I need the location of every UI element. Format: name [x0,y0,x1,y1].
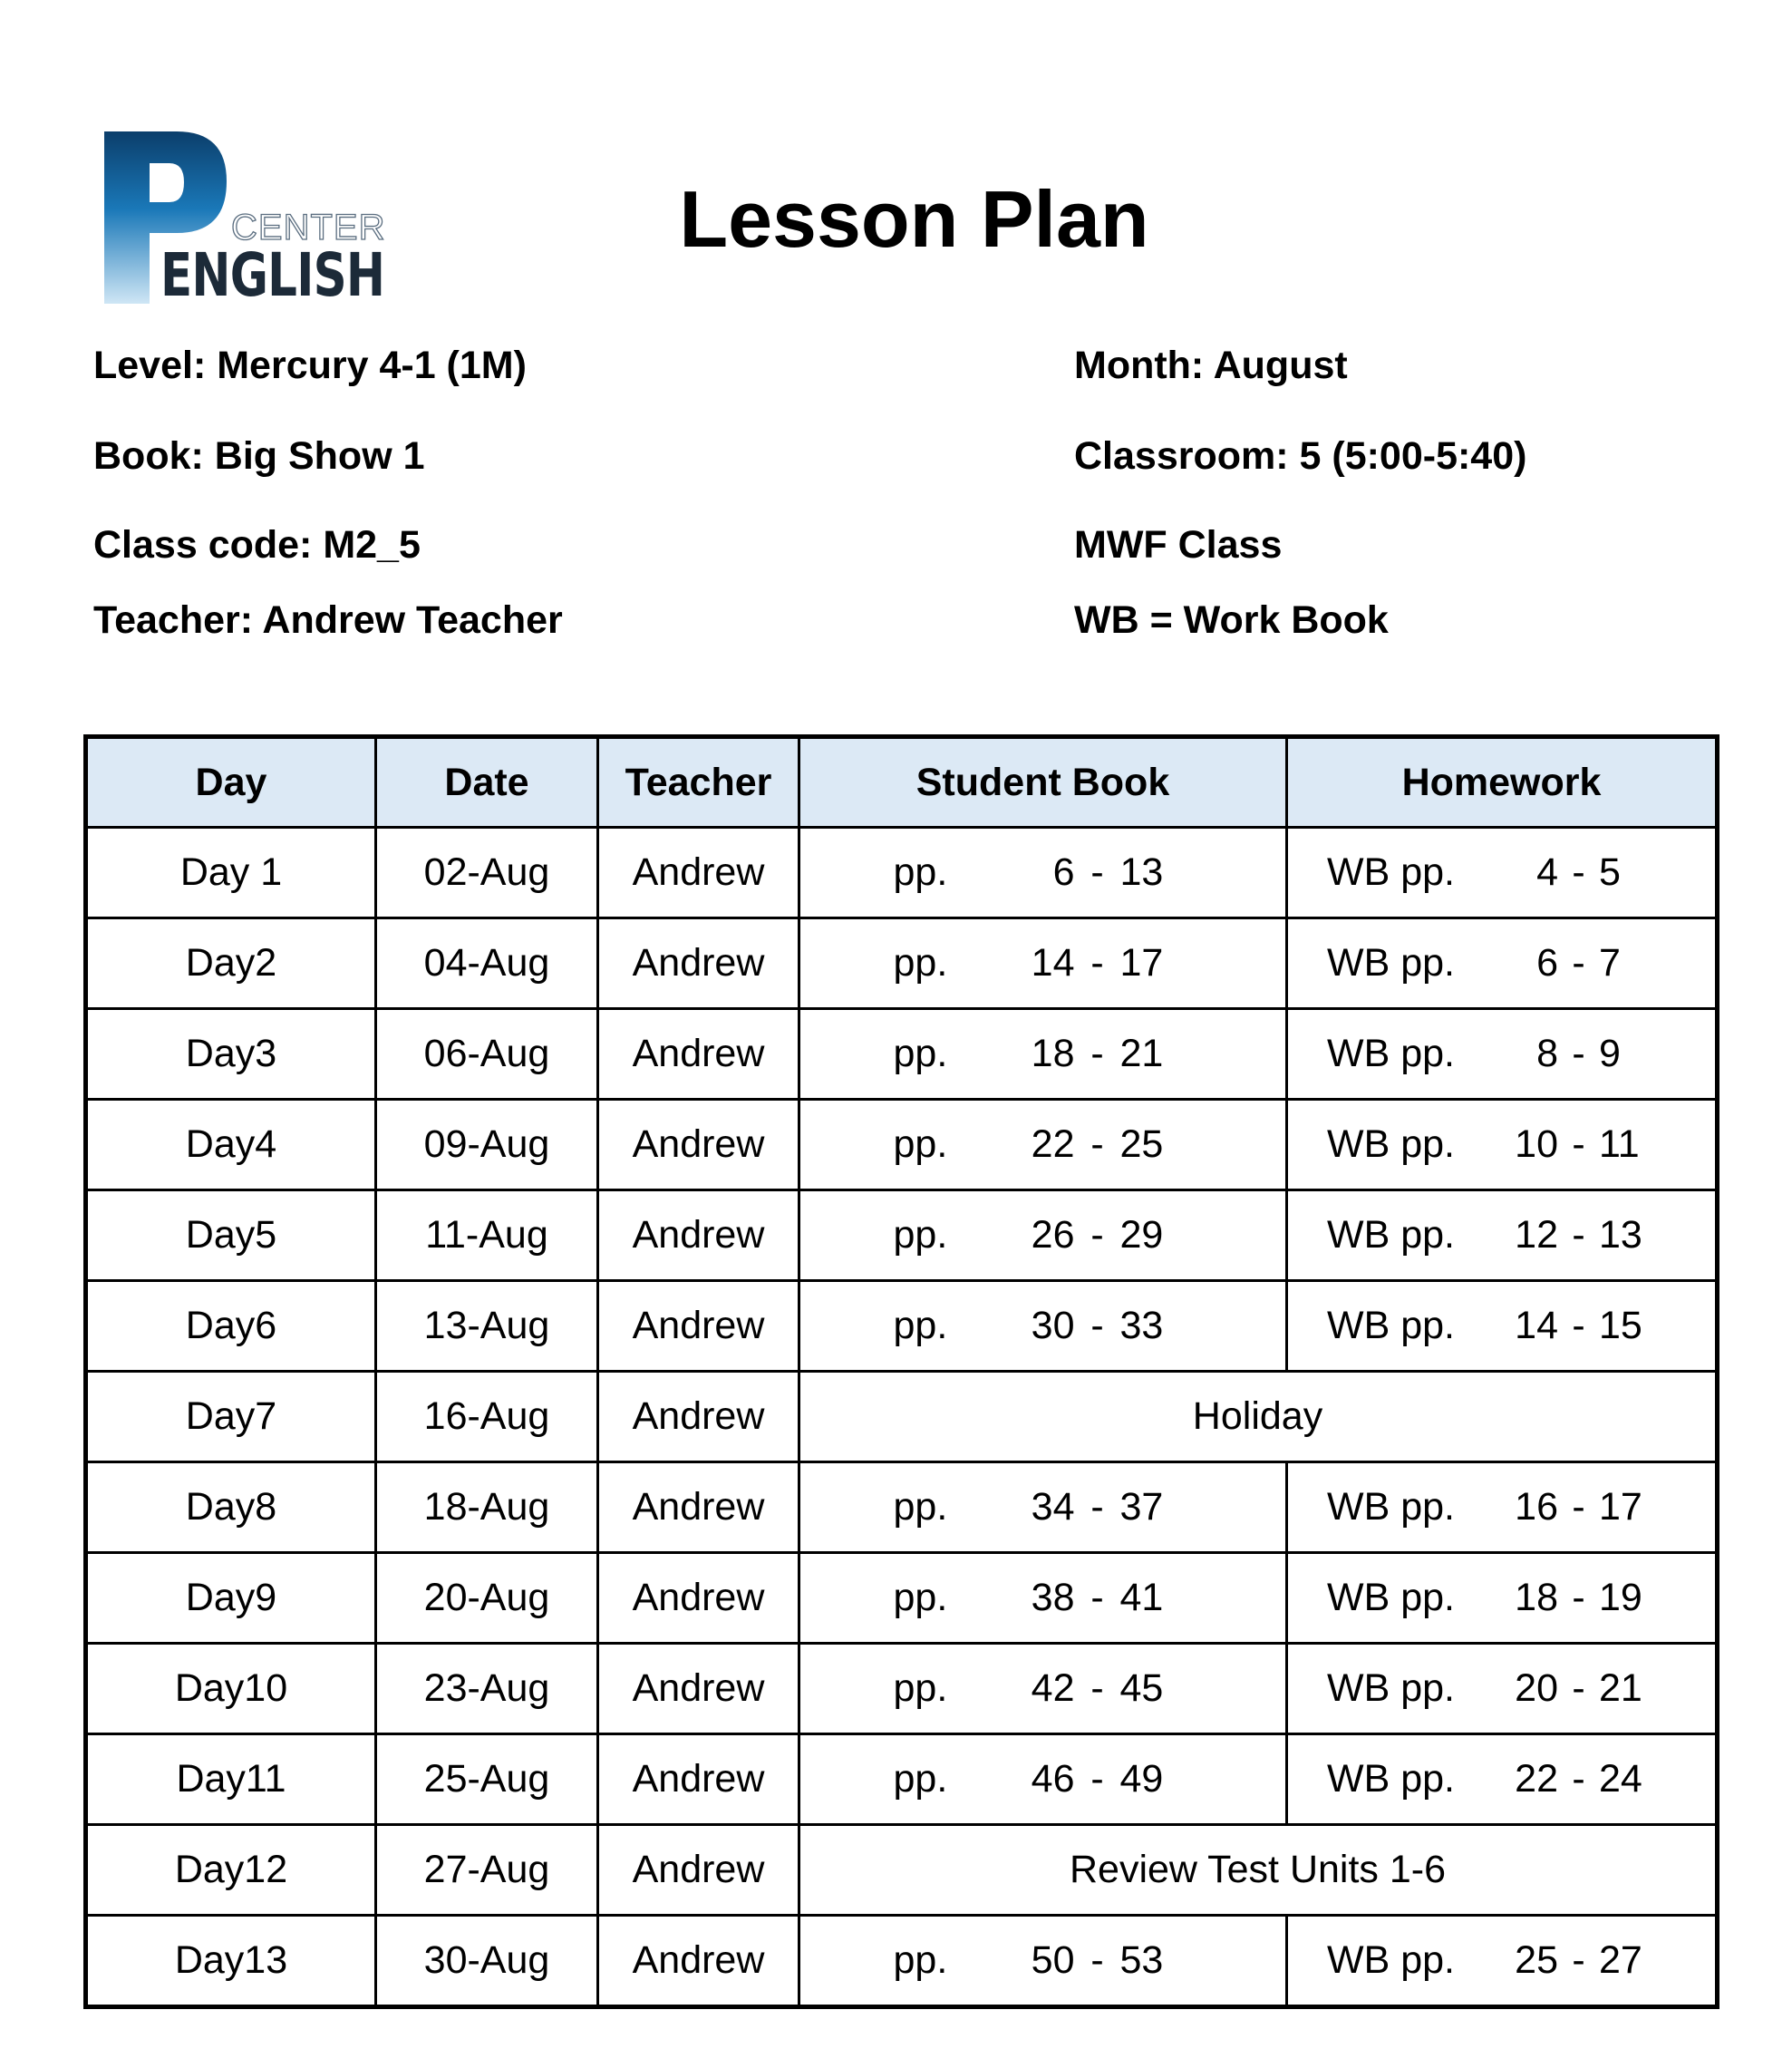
homework-page-from: 16 [1515,1485,1558,1529]
student-book-page-from: 6 [1052,850,1075,894]
day-cell: Day13 [86,1916,376,2007]
page-range-dash: - [1090,1666,1104,1710]
student-book-pp-label: pp. [893,1938,948,1982]
student-book-page-to: 21 [1119,1032,1164,1075]
homework-page-to: 5 [1599,850,1621,894]
homework-pp-label: WB pp. [1327,1122,1455,1166]
homework-cell [1287,828,1718,918]
homework-page-to: 27 [1599,1938,1642,1982]
student-book-cell [799,828,1287,918]
teacher-cell: Andrew [598,828,799,918]
student-book-cell [799,1100,1287,1190]
student-book-cell [799,1644,1287,1734]
day-cell: Day10 [86,1644,376,1734]
homework-cell [1287,1190,1718,1281]
homework-page-from: 8 [1536,1032,1558,1075]
page-range-dash: - [1090,1485,1104,1529]
homework-cell [1287,1281,1718,1372]
page-range-dash: - [1090,1122,1104,1166]
homework-page-to: 9 [1599,1032,1621,1075]
student-book-page-from: 22 [1031,1122,1075,1166]
abbreviation-info: WB = Work Book [1074,598,1389,642]
homework-page-from: 20 [1515,1666,1558,1710]
page-range-dash: - [1572,1666,1585,1710]
header-date: Date [376,737,598,828]
student-book-pp-label: pp. [893,1485,948,1529]
homework-cell [1287,1644,1718,1734]
student-book-page-to: 53 [1119,1938,1164,1982]
page-range-dash: - [1572,1938,1585,1982]
table-row [86,1553,1718,1644]
homework-page-from: 12 [1515,1213,1558,1257]
page-range-dash: - [1572,1304,1585,1347]
homework-page-to: 19 [1599,1576,1642,1619]
homework-pp-label: WB pp. [1327,1576,1455,1619]
homework-page-to: 15 [1599,1304,1642,1347]
student-book-pp-label: pp. [893,850,948,894]
logo-english-text: ENGLISH [160,240,385,310]
homework-cell [1287,1100,1718,1190]
class-code-info: Class code: M2_5 [93,523,421,567]
student-book-page-from: 38 [1031,1576,1075,1619]
page-range-dash: - [1090,1213,1104,1257]
homework-page-to: 21 [1599,1666,1642,1710]
homework-page-from: 10 [1515,1122,1558,1166]
student-book-page-to: 17 [1119,941,1164,985]
date-cell: 04-Aug [376,918,598,1009]
student-book-cell [799,1462,1287,1553]
table-body [86,828,1718,2007]
homework-page-from: 4 [1536,850,1558,894]
homework-pp-label: WB pp. [1327,850,1455,894]
teacher-cell: Andrew [598,918,799,1009]
homework-page-to: 13 [1599,1213,1642,1257]
student-book-cell [799,1281,1287,1372]
student-book-page-to: 33 [1119,1304,1164,1347]
page-range-dash: - [1090,1032,1104,1075]
page-range-dash: - [1090,1304,1104,1347]
table-row [86,828,1718,918]
teacher-cell: Andrew [598,1644,799,1734]
level-info: Level: Mercury 4-1 (1M) [93,344,527,387]
student-book-cell [799,1916,1287,2007]
day-cell: Day11 [86,1734,376,1825]
page-range-dash: - [1572,1576,1585,1619]
date-cell: 06-Aug [376,1009,598,1100]
page-range-dash: - [1090,1938,1104,1982]
student-book-page-from: 42 [1031,1666,1075,1710]
table-row [86,1462,1718,1553]
merged-note-cell: Holiday [799,1372,1718,1462]
homework-pp-label: WB pp. [1327,1485,1455,1529]
homework-pp-label: WB pp. [1327,1213,1455,1257]
homework-page-to: 24 [1599,1757,1642,1801]
student-book-pp-label: pp. [893,1032,948,1075]
header-day: Day [86,737,376,828]
header-teacher: Teacher [598,737,799,828]
table-row [86,1281,1718,1372]
table-row [86,1644,1718,1734]
student-book-page-from: 50 [1031,1938,1075,1982]
table-row [86,1190,1718,1281]
table-row [86,1009,1718,1100]
homework-pp-label: WB pp. [1327,1938,1455,1982]
table-header-row [86,737,1718,828]
student-book-page-from: 34 [1031,1485,1075,1529]
header-student-book: Student Book [799,737,1287,828]
table-row [86,1916,1718,2007]
day-cell: Day6 [86,1281,376,1372]
table-row [86,1372,1718,1462]
table-row [86,1100,1718,1190]
table-row [86,918,1718,1009]
page-range-dash: - [1090,1757,1104,1801]
date-cell: 20-Aug [376,1553,598,1644]
homework-page-from: 6 [1536,941,1558,985]
homework-cell [1287,1553,1718,1644]
teacher-cell: Andrew [598,1372,799,1462]
student-book-page-to: 13 [1119,850,1164,894]
student-book-cell [799,1190,1287,1281]
homework-page-from: 18 [1515,1576,1558,1619]
homework-pp-label: WB pp. [1327,1032,1455,1075]
student-book-cell [799,1009,1287,1100]
day-cell: Day4 [86,1100,376,1190]
page-range-dash: - [1572,1122,1585,1166]
date-cell: 09-Aug [376,1100,598,1190]
homework-cell [1287,1734,1718,1825]
page-range-dash: - [1090,1576,1104,1619]
teacher-cell: Andrew [598,1190,799,1281]
student-book-page-to: 37 [1119,1485,1164,1529]
homework-pp-label: WB pp. [1327,941,1455,985]
student-book-pp-label: pp. [893,1122,948,1166]
date-cell: 25-Aug [376,1734,598,1825]
student-book-page-from: 14 [1031,941,1075,985]
student-book-page-to: 49 [1119,1757,1164,1801]
homework-cell [1287,1462,1718,1553]
teacher-cell: Andrew [598,1553,799,1644]
day-cell: Day12 [86,1825,376,1916]
date-cell: 27-Aug [376,1825,598,1916]
teacher-info: Teacher: Andrew Teacher [93,598,563,642]
homework-pp-label: WB pp. [1327,1304,1455,1347]
teacher-cell: Andrew [598,1009,799,1100]
homework-page-from: 25 [1515,1938,1558,1982]
day-cell: Day7 [86,1372,376,1462]
homework-page-from: 14 [1515,1304,1558,1347]
homework-cell [1287,1009,1718,1100]
student-book-cell [799,918,1287,1009]
classroom-info: Classroom: 5 (5:00-5:40) [1074,434,1527,478]
homework-cell [1287,1916,1718,2007]
date-cell: 30-Aug [376,1916,598,2007]
day-cell: Day2 [86,918,376,1009]
day-cell: Day5 [86,1190,376,1281]
student-book-page-from: 18 [1031,1032,1075,1075]
header-homework: Homework [1287,737,1718,828]
student-book-page-from: 26 [1031,1213,1075,1257]
day-cell: Day9 [86,1553,376,1644]
schedule-info: MWF Class [1074,523,1283,567]
page-range-dash: - [1572,1485,1585,1529]
page-range-dash: - [1090,850,1104,894]
teacher-cell: Andrew [598,1281,799,1372]
student-book-page-to: 29 [1119,1213,1164,1257]
book-info: Book: Big Show 1 [93,434,425,478]
student-book-pp-label: pp. [893,941,948,985]
table-row [86,1825,1718,1916]
teacher-cell: Andrew [598,1734,799,1825]
date-cell: 11-Aug [376,1190,598,1281]
page-title: Lesson Plan [679,174,1149,264]
date-cell: 13-Aug [376,1281,598,1372]
logo-center-text: CENTER [231,208,386,248]
student-book-page-from: 46 [1031,1757,1075,1801]
student-book-page-to: 41 [1119,1576,1164,1619]
page-range-dash: - [1572,1213,1585,1257]
month-info: Month: August [1074,344,1348,387]
student-book-pp-label: pp. [893,1213,948,1257]
homework-page-to: 17 [1599,1485,1642,1529]
student-book-page-to: 25 [1119,1122,1164,1166]
page-range-dash: - [1572,850,1585,894]
teacher-cell: Andrew [598,1100,799,1190]
page-range-dash: - [1090,941,1104,985]
student-book-pp-label: pp. [893,1304,948,1347]
page-range-dash: - [1572,1757,1585,1801]
student-book-pp-label: pp. [893,1757,948,1801]
teacher-cell: Andrew [598,1916,799,2007]
homework-page-from: 22 [1515,1757,1558,1801]
homework-page-to: 7 [1599,941,1621,985]
page-range-dash: - [1572,941,1585,985]
page-range-dash: - [1572,1032,1585,1075]
date-cell: 18-Aug [376,1462,598,1553]
student-book-page-from: 30 [1031,1304,1075,1347]
homework-pp-label: WB pp. [1327,1666,1455,1710]
student-book-pp-label: pp. [893,1576,948,1619]
student-book-cell [799,1734,1287,1825]
teacher-cell: Andrew [598,1825,799,1916]
lesson-plan-table [83,734,1719,2009]
date-cell: 02-Aug [376,828,598,918]
student-book-pp-label: pp. [893,1666,948,1710]
day-cell: Day8 [86,1462,376,1553]
date-cell: 16-Aug [376,1372,598,1462]
homework-cell [1287,918,1718,1009]
student-book-cell [799,1553,1287,1644]
table-row [86,1734,1718,1825]
day-cell: Day 1 [86,828,376,918]
homework-page-to: 11 [1599,1122,1640,1166]
date-cell: 23-Aug [376,1644,598,1734]
homework-pp-label: WB pp. [1327,1757,1455,1801]
student-book-page-to: 45 [1119,1666,1164,1710]
teacher-cell: Andrew [598,1462,799,1553]
day-cell: Day3 [86,1009,376,1100]
merged-note-cell: Review Test Units 1-6 [799,1825,1718,1916]
